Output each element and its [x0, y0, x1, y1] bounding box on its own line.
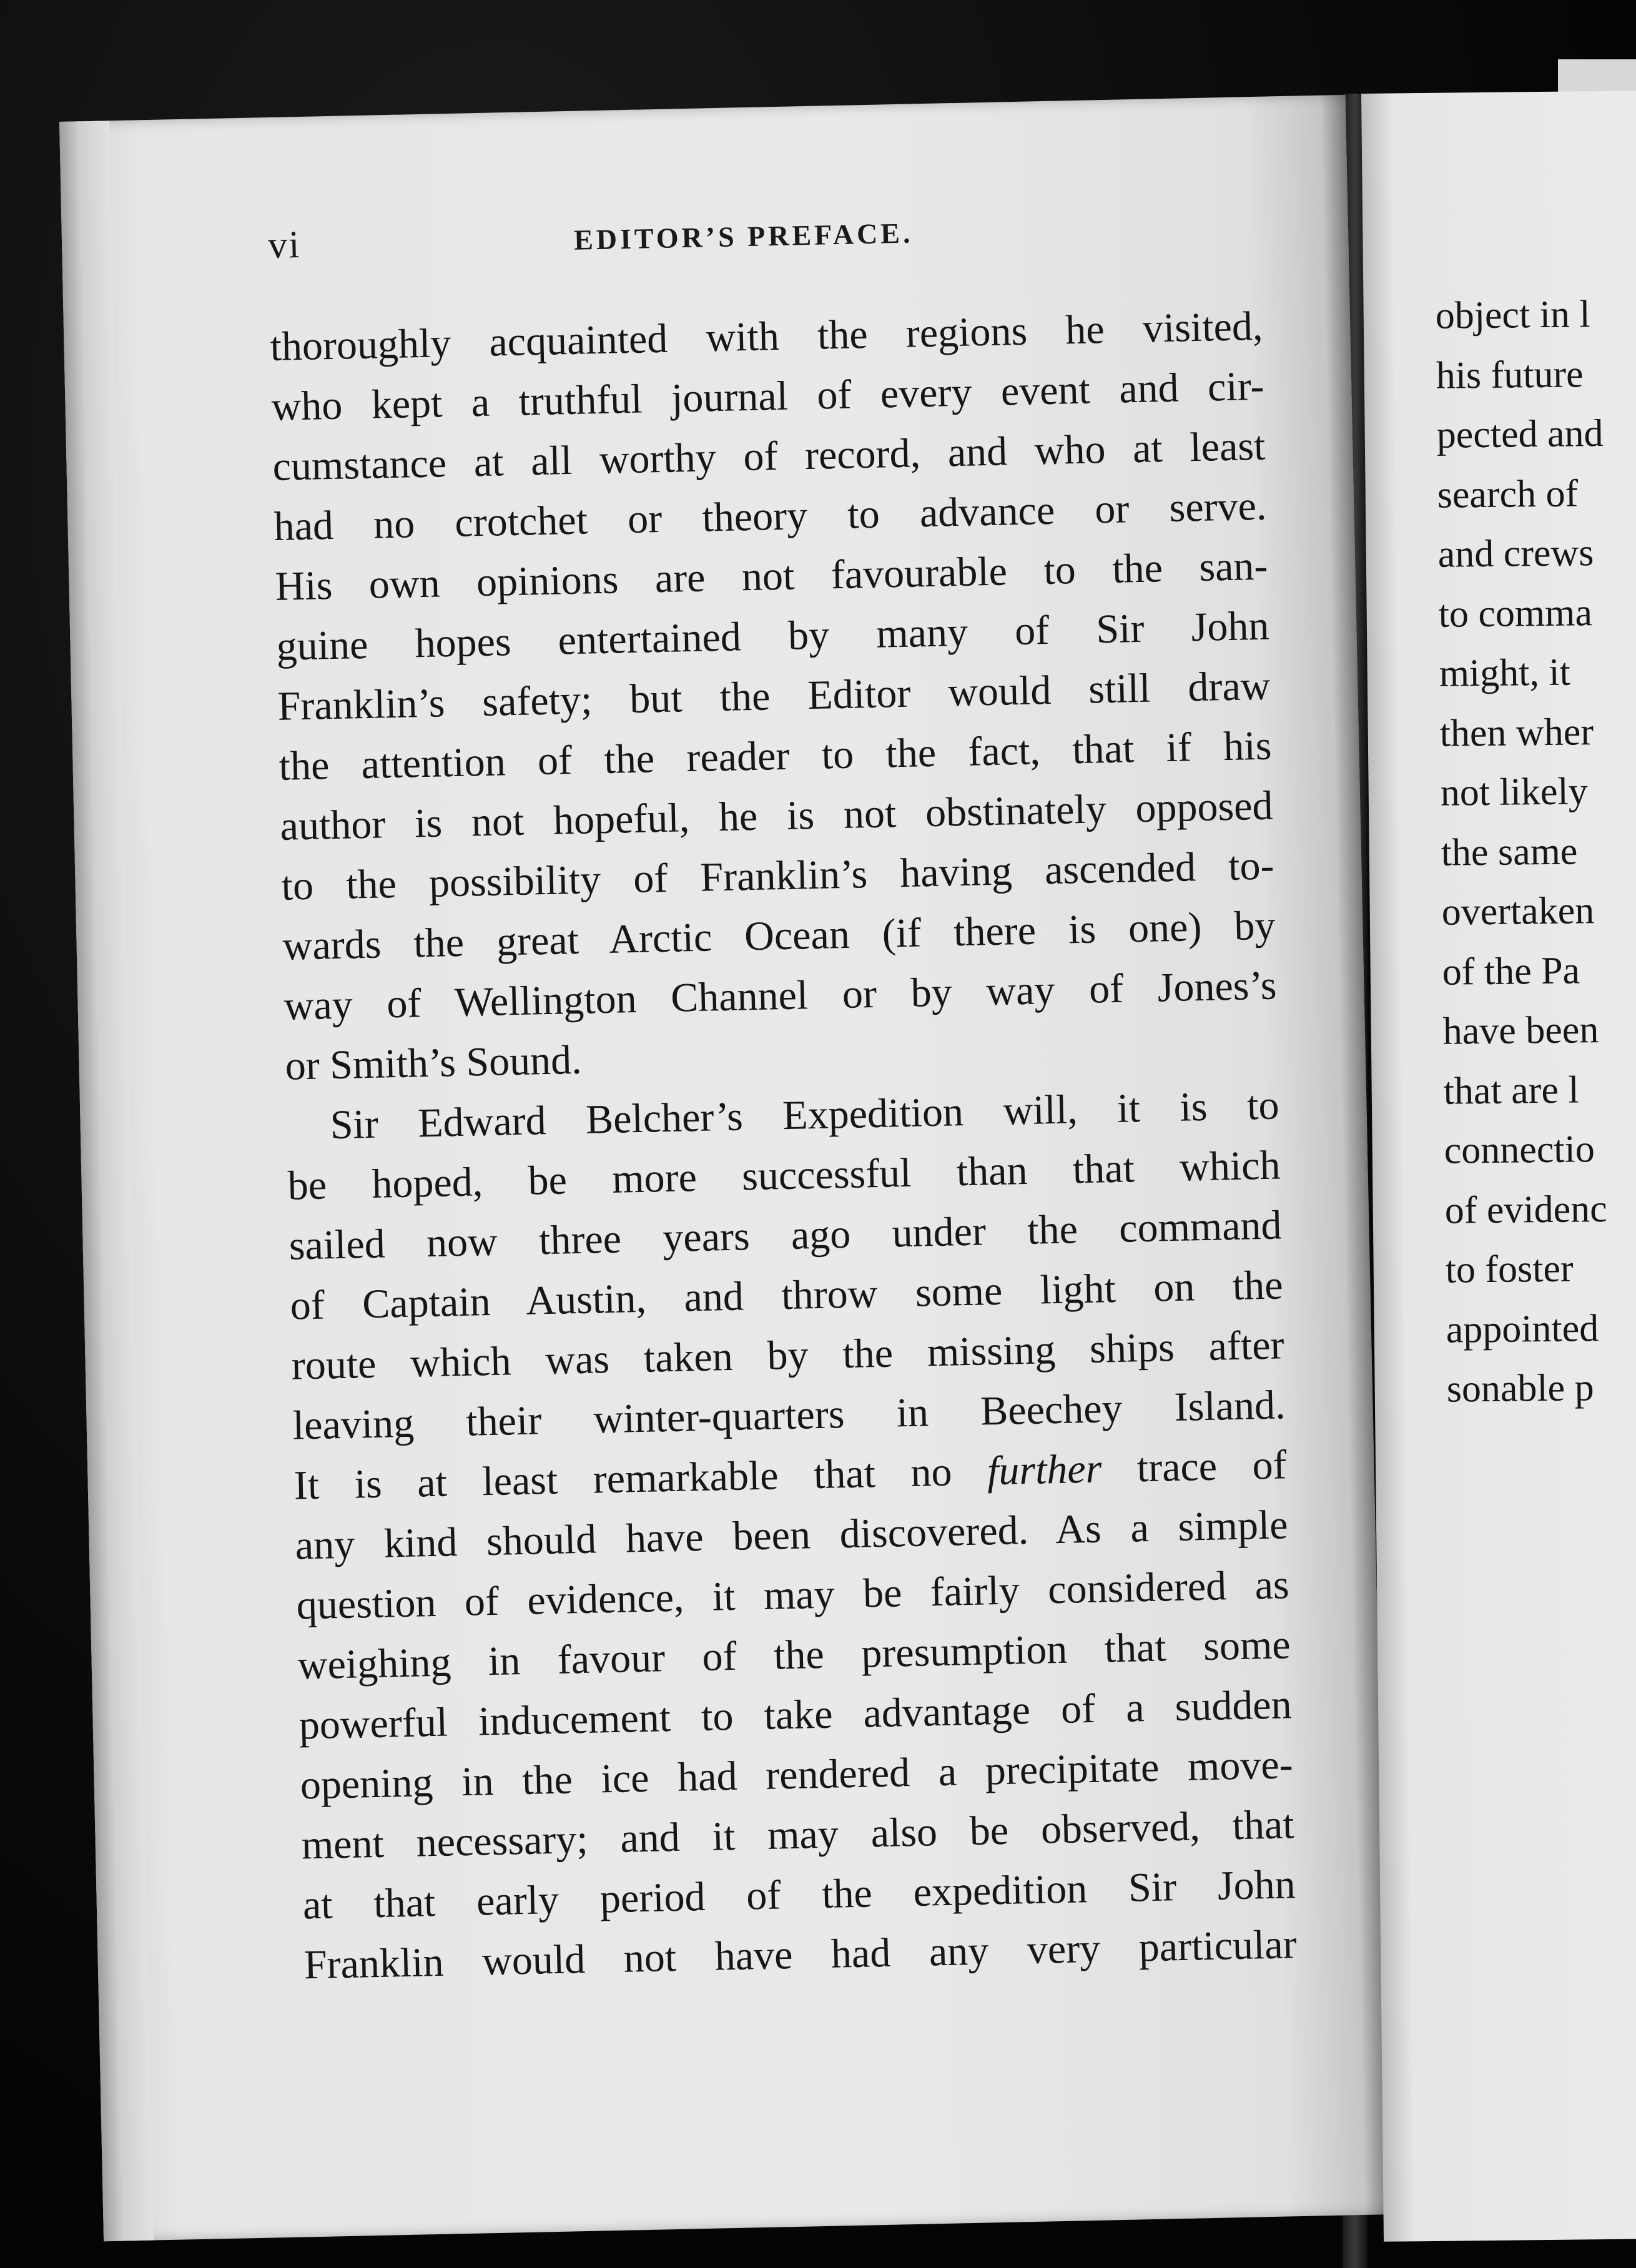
page-number: vi: [267, 223, 302, 267]
text-line: his future: [1436, 352, 1584, 397]
text-line: to foster: [1445, 1247, 1574, 1291]
text-line: connectio: [1444, 1128, 1595, 1172]
text-line: Sir Edward Belcher’s Expedition will, it is to: [329, 1082, 1280, 1148]
body-text: [270, 297, 1298, 1996]
text-line: Franklin’s safety; but the Editor would still draw: [277, 663, 1271, 729]
text-line: author is not hopeful, he is not obstinately opposed: [279, 782, 1274, 849]
running-head-title: EDITOR’S PREFACE.: [573, 217, 914, 256]
text-line: search of: [1437, 471, 1579, 516]
text-line: route which was taken by the missing ships after: [291, 1322, 1285, 1389]
text-line: question of evidence, it may be fairly considered as: [296, 1562, 1290, 1629]
text-line: and crews: [1437, 531, 1594, 576]
text-line: the same: [1441, 829, 1578, 874]
text-line: wards the great Arctic Ocean (if there is one) by: [282, 902, 1276, 969]
text-line: powerful inducement to take advantage of a sudden: [298, 1682, 1293, 1748]
text-line: or Smith’s Sound.: [284, 1037, 583, 1089]
text-line: that are l: [1443, 1068, 1579, 1113]
left-page: [59, 95, 1390, 2241]
text-segment: It is at least remarkable that no: [293, 1449, 953, 1509]
text-line: opening in the ice had rendered a precipitate move-: [300, 1742, 1294, 1808]
text-line: guine hopes entertained by many of Sir John: [275, 603, 1270, 669]
text-line: overtaken: [1441, 889, 1595, 934]
text-line: sailed now three years ago under the command: [288, 1202, 1283, 1269]
text-line: object in l: [1435, 293, 1591, 337]
text-line: have been: [1442, 1008, 1599, 1053]
text-line: His own opinions are not favourable to the san-: [274, 543, 1269, 609]
running-head: [62, 201, 1349, 284]
right-page: [1361, 91, 1636, 2242]
text-line: of Captain Austin, and throw some light on the: [290, 1262, 1284, 1329]
text-line: weighing in favour of the presumption that some: [297, 1622, 1291, 1689]
text-line: of the Pa: [1442, 949, 1580, 993]
text-line: sonable p: [1446, 1366, 1594, 1411]
text-line: appointed: [1446, 1306, 1599, 1351]
text-line: might, it: [1439, 651, 1571, 695]
text-line: leaving their winter-quarters in Beechey Island.: [292, 1382, 1286, 1449]
text-line: pected and: [1436, 412, 1604, 456]
text-line: of evidenc: [1444, 1187, 1608, 1232]
text-line: ment necessary; and it may also be observed, that: [301, 1802, 1295, 1868]
text-line: any kind should have been discovered. As a simple: [295, 1502, 1289, 1569]
text-line: to the possibility of Franklin’s having ascended to-: [280, 842, 1275, 909]
text-line: at that early period of the expedition Sir John: [302, 1861, 1296, 1928]
text-segment: trace of: [1136, 1442, 1288, 1491]
text-line: then wher: [1439, 710, 1594, 755]
text-line: who kept a truthful journal of every event and cir-: [270, 363, 1265, 430]
text-line: had no crotchet or theory to advance or serve.: [273, 483, 1268, 550]
text-line: way of Wellington Channel or by way of Jones’s: [283, 962, 1278, 1029]
text-line: to comma: [1438, 591, 1593, 636]
text-line: the attention of the reader to the fact, that if his: [278, 722, 1273, 789]
italic-word: further: [987, 1446, 1103, 1494]
text-line: not likely: [1440, 770, 1588, 814]
right-page-text: [1435, 284, 1636, 1420]
text-line: thoroughly acquainted with the regions he visited,: [269, 303, 1264, 370]
text-line: Franklin would not have had any very particular: [303, 1921, 1298, 1988]
text-line: be hoped, be more successful than that which: [287, 1142, 1281, 1209]
text-line: cumstance at all worthy of record, and who at least: [272, 423, 1266, 490]
